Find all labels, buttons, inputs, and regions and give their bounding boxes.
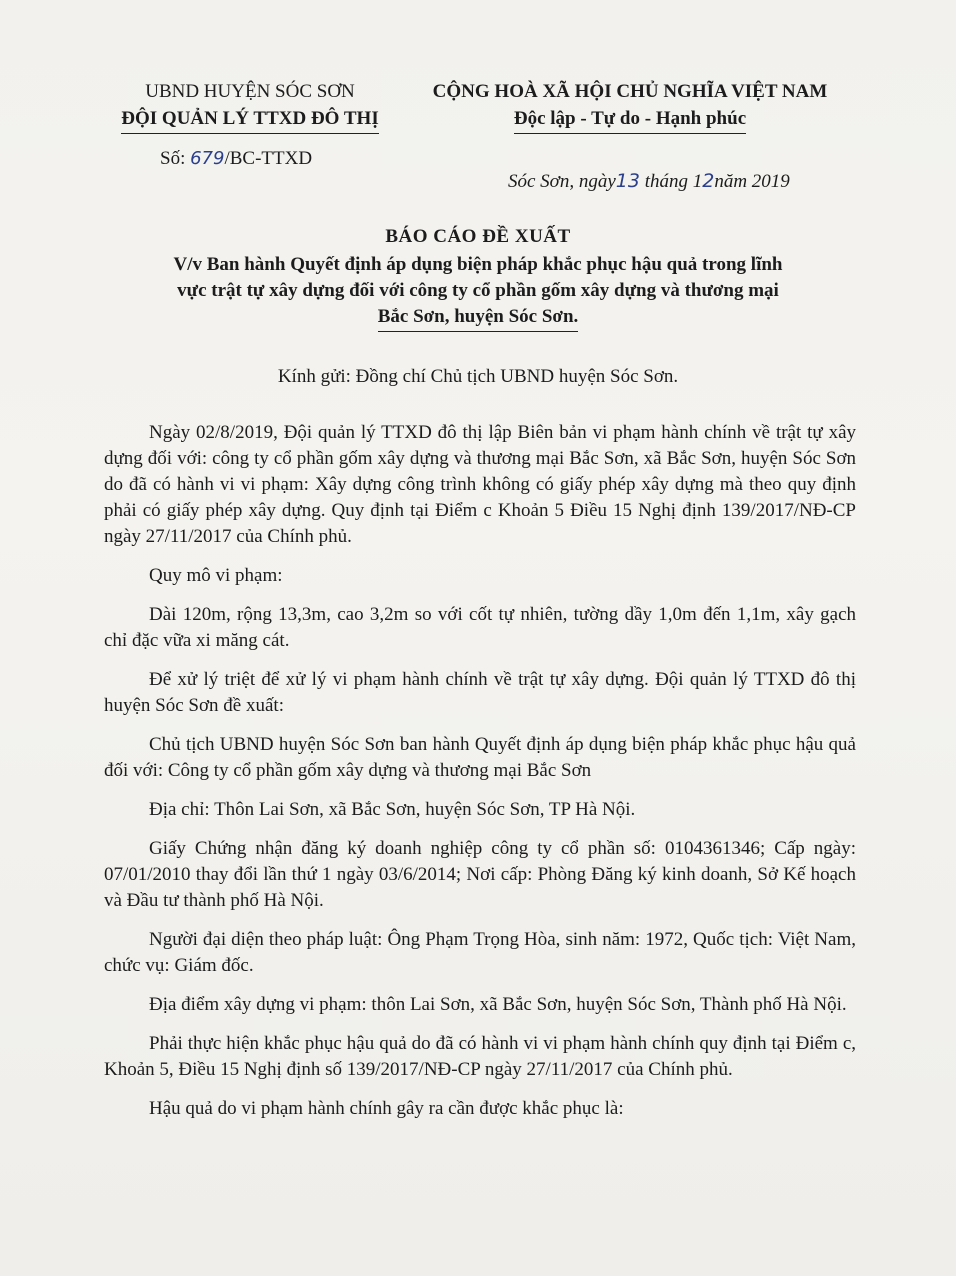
date-year: năm 2019 bbox=[714, 171, 790, 192]
issuing-agency-header bbox=[100, 78, 400, 134]
paragraph-address: Địa chỉ: Thôn Lai Sơn, xã Bắc Sơn, huyện Sóc Sơn, TP Hà Nội. bbox=[149, 799, 636, 820]
date-day-handwritten: 13 bbox=[615, 170, 640, 192]
agency-parent: UBND HUYỆN SÓC SƠN bbox=[145, 81, 355, 102]
paragraph-business-registration: Giấy Chứng nhận đăng ký doanh nghiệp công ty cổ phần số: 0104361346; Cấp ngày: 07/01/2010 thay đổi lần thứ 1 ngày 03/6/2014; Nơi cấp: Phòng Đăng ký kinh doanh, Sở Kế hoạch và Đầu tư thành phố Hà Nội. bbox=[104, 838, 856, 911]
paragraph-proposal-intro: Để xử lý triệt để xử lý vi phạm hành chính về trật tự xây dựng. Đội quản lý TTXD đô thị huyện Sóc Sơn đề xuất: bbox=[104, 669, 856, 716]
report-subject-line-2: vực trật tự xây dựng đối với công ty cổ phần gốm xây dựng và thương mại bbox=[177, 280, 779, 301]
paragraph-violation-dimensions: Dài 120m, rộng 13,3m, cao 3,2m so với cốt tự nhiên, tường dầy 1,0m đến 1,1m, xây gạch chỉ đặc vữa xi măng cát. bbox=[104, 604, 856, 651]
paragraph-violation-record: Ngày 02/8/2019, Đội quản lý TTXD đô thị lập Biên bản vi phạm hành chính về trật tự xây dựng đối với: công ty cổ phần gốm xây dựng và thương mại Bắc Sơn, xã Bắc Sơn, huyện Sóc Sơn do đã có hành vi vi phạm: Xây dựng công trình không có giấy phép xây dựng mà theo quy định phải có giấy phép xây dựng. Quy định tại Điểm c Khoản 5 Điều 15 Nghị định 139/2017/NĐ-CP ngày 27/11/2017 của Chính phủ. bbox=[104, 422, 856, 547]
country-name: CỘNG HOÀ XÃ HỘI CHỦ NGHĨA VIỆT NAM bbox=[432, 81, 828, 102]
report-body bbox=[104, 420, 856, 1135]
paragraph-violation-scale-label: Quy mô vi phạm: bbox=[149, 565, 283, 586]
date-month-label: tháng 1 bbox=[639, 171, 703, 192]
doc-number-prefix: Số: bbox=[160, 148, 191, 169]
date-month-handwritten: 2 bbox=[702, 170, 715, 192]
paragraph-legal-representative: Người đại diện theo pháp luật: Ông Phạm Trọng Hòa, sinh năm: 1972, Quốc tịch: Việt Nam, chức vụ: Giám đốc. bbox=[104, 929, 856, 976]
report-subject-line-3: Bắc Sơn, huyện Sóc Sơn. bbox=[378, 304, 579, 332]
document-number bbox=[160, 148, 312, 170]
national-motto-header bbox=[400, 78, 860, 134]
report-title: BÁO CÁO ĐỀ XUẤT bbox=[385, 226, 571, 247]
doc-number-handwritten: 679 bbox=[190, 148, 225, 169]
report-title-block bbox=[100, 222, 856, 332]
doc-number-suffix: /BC-TTXD bbox=[224, 148, 313, 169]
paragraph-consequences: Hậu quả do vi phạm hành chính gây ra cần được khắc phục là: bbox=[149, 1098, 624, 1119]
paragraph-proposal: Chủ tịch UBND huyện Sóc Sơn ban hành Quyết định áp dụng biện pháp khắc phục hậu quả đối với: Công ty cổ phần gốm xây dựng và thương mại Bắc Sơn bbox=[104, 734, 856, 781]
report-subject-line-1: V/v Ban hành Quyết định áp dụng biện pháp khắc phục hậu quả trong lĩnh bbox=[173, 254, 783, 275]
agency-name: ĐỘI QUẢN LÝ TTXD ĐÔ THỊ bbox=[121, 105, 378, 134]
date-place: Sóc Sơn, ngày bbox=[508, 171, 616, 192]
place-and-date bbox=[508, 170, 790, 193]
paragraph-remediation-requirement: Phải thực hiện khắc phục hậu quả do đã có hành vi vi phạm hành chính quy định tại Điểm c, Khoản 5, Điều 15 Nghị định số 139/2017/NĐ-CP ngày 27/11/2017 của Chính phủ. bbox=[104, 1033, 856, 1080]
paragraph-violation-location: Địa điểm xây dựng vi phạm: thôn Lai Sơn, xã Bắc Sơn, huyện Sóc Sơn, Thành phố Hà Nội. bbox=[149, 994, 847, 1015]
salutation: Kính gửi: Đồng chí Chủ tịch UBND huyện Sóc Sơn. bbox=[277, 366, 679, 387]
national-motto: Độc lập - Tự do - Hạnh phúc bbox=[514, 105, 746, 134]
